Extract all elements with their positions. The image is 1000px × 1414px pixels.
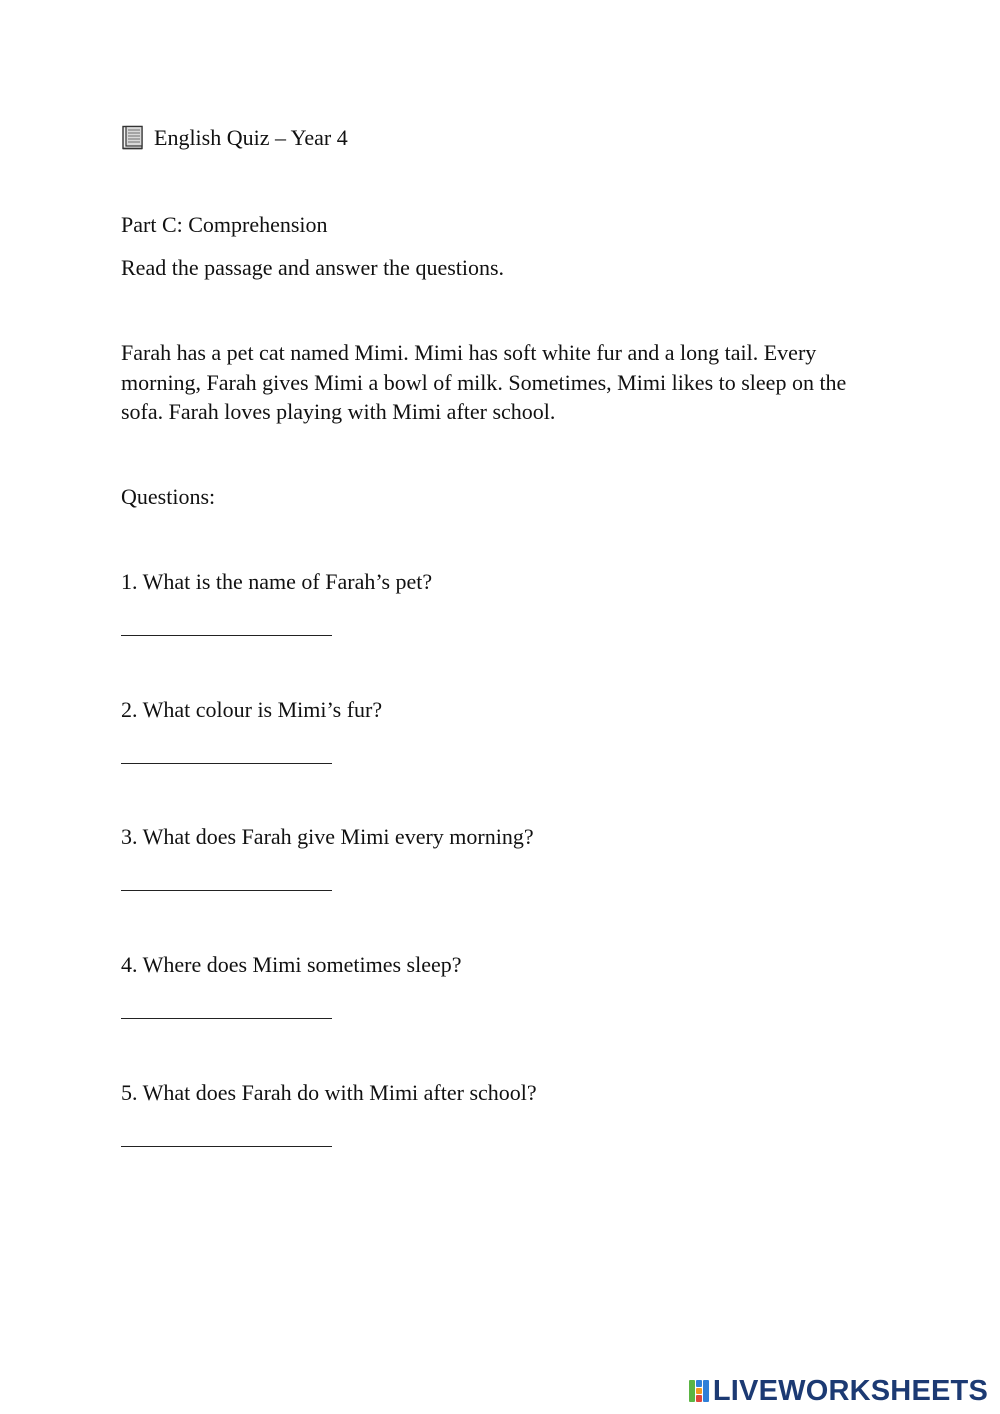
reading-passage: Farah has a pet cat named Mimi. Mimi has soft white fur and a long tail. Every morning, Farah gives Mimi a bowl of milk. Sometimes, Mimi likes to sleep on the sofa. Farah loves playing with Mimi after school. <box>121 340 847 424</box>
title-text: English Quiz – Year 4 <box>154 125 348 150</box>
question-3: 3. What does Farah give Mimi every morning? <box>121 824 534 849</box>
question-1: 1. What is the name of Farah’s pet? <box>121 569 433 594</box>
section-heading: Part C: Comprehension <box>121 212 328 237</box>
liveworksheets-logo[interactable] <box>688 1374 988 1408</box>
page-title <box>121 123 348 152</box>
answer-line-5[interactable] <box>121 1146 332 1147</box>
instruction-text: Read the passage and answer the questions. <box>121 255 505 280</box>
logo-text: LIVEWORKSHEETS <box>712 1374 988 1407</box>
question-4: 4. Where does Mimi sometimes sleep? <box>121 952 462 977</box>
questions-heading: Questions: <box>121 484 216 509</box>
answer-line-4[interactable] <box>121 1018 332 1019</box>
answer-line-1[interactable] <box>121 635 332 636</box>
book-icon <box>121 125 145 151</box>
answer-line-2[interactable] <box>121 763 332 764</box>
question-2: 2. What colour is Mimi’s fur? <box>121 697 383 722</box>
question-5: 5. What does Farah do with Mimi after school? <box>121 1080 537 1105</box>
answer-line-3[interactable] <box>121 890 332 891</box>
liveworksheets-logo-icon <box>688 1379 710 1403</box>
